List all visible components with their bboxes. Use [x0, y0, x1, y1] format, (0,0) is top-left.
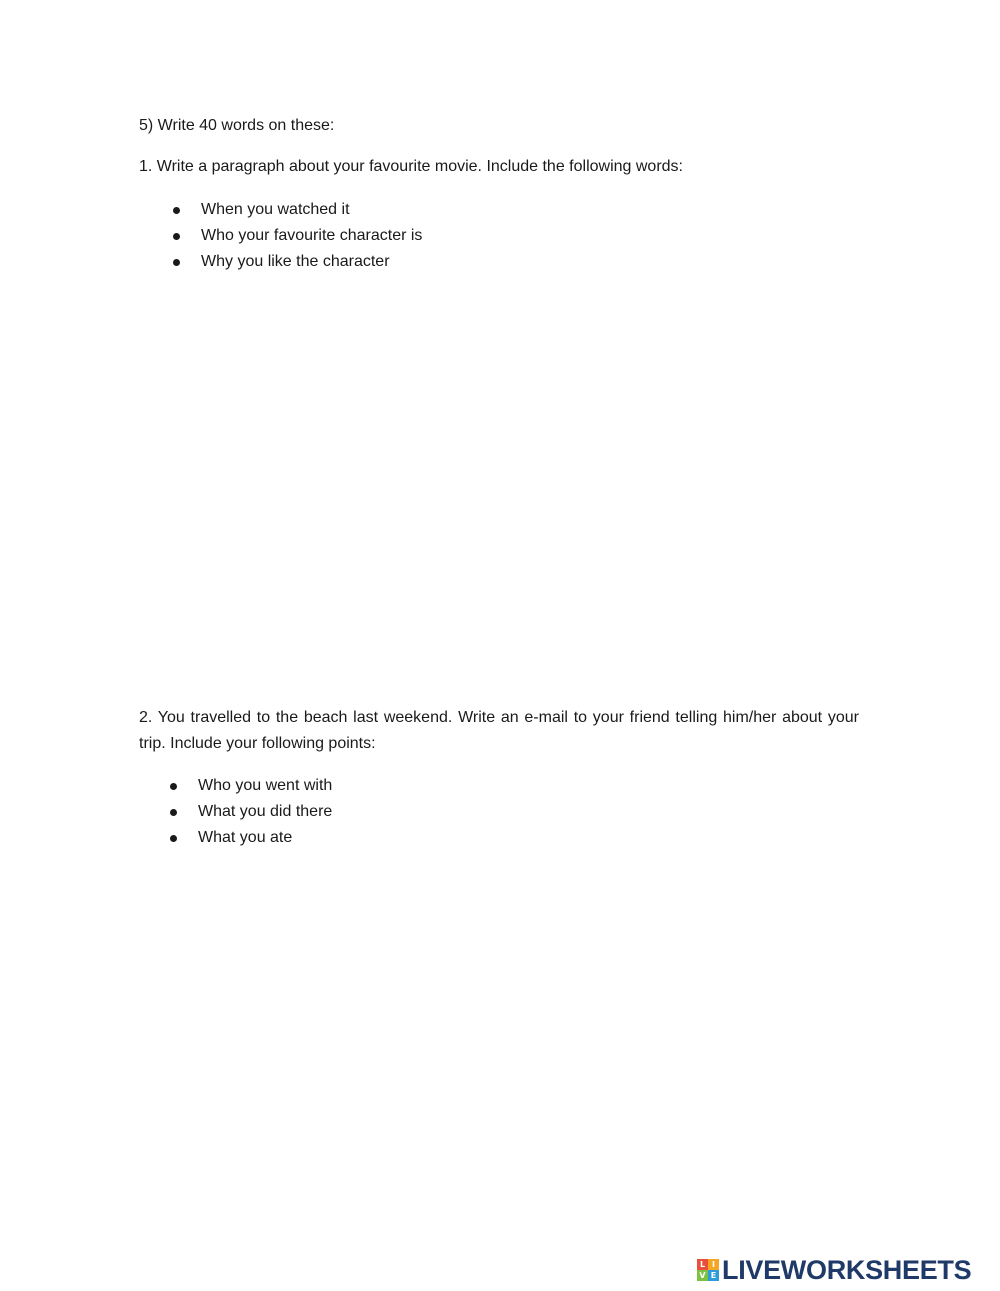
task1-bullet-text: Who your favourite character is	[201, 227, 423, 244]
task1-bullet-text: When you watched it	[201, 201, 350, 218]
bullet-icon	[170, 783, 177, 790]
task1-bullet-text: Why you like the character	[201, 253, 390, 270]
task2-prompt: 2. You travelled to the beach last weekend. Write an e-mail to your friend telling him/her about your trip. Include your following points:	[139, 709, 859, 752]
badge-letter: E	[708, 1270, 719, 1281]
badge-letter: I	[708, 1259, 719, 1270]
task1-prompt: 1. Write a paragraph about your favourite movie. Include the following words:	[139, 158, 683, 175]
task2-bullet-text: Who you went with	[198, 777, 333, 794]
liveworksheets-logo	[697, 1256, 971, 1284]
task2-bullet-text: What you did there	[198, 803, 333, 820]
bullet-icon	[173, 259, 180, 266]
bullet-icon	[173, 207, 180, 214]
section-heading: 5) Write 40 words on these:	[139, 117, 335, 134]
bullet-icon	[170, 835, 177, 842]
bullet-icon	[170, 809, 177, 816]
badge-letter: L	[697, 1259, 708, 1270]
live-badge-icon	[697, 1259, 719, 1281]
badge-letter: V	[697, 1270, 708, 1281]
logo-wordmark: LIVEWORKSHEETS	[722, 1255, 972, 1285]
bullet-icon	[173, 233, 180, 240]
task2-bullet-text: What you ate	[198, 829, 293, 846]
